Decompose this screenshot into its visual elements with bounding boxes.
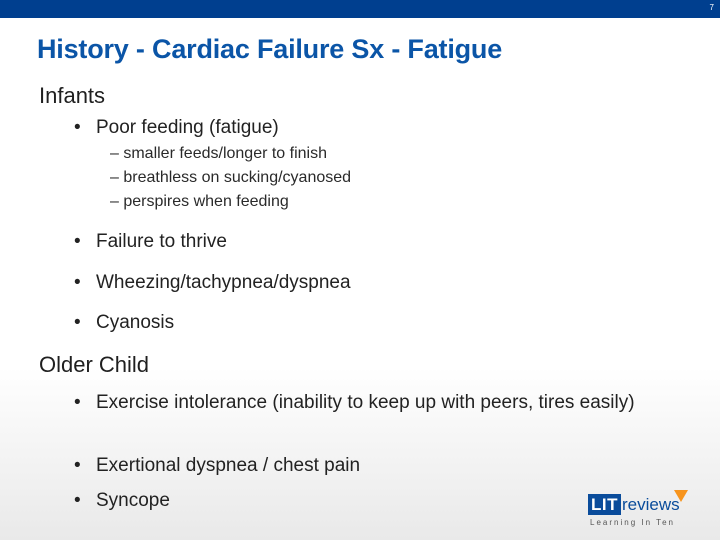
bullet-dot: • xyxy=(74,490,81,511)
bullet-text: Syncope xyxy=(96,490,170,511)
section-heading-older-child: Older Child xyxy=(39,352,150,377)
bullet-exercise-intolerance xyxy=(74,391,674,415)
bullet-dot: • xyxy=(74,455,81,476)
bullet-dot: • xyxy=(74,231,81,252)
bullet-text: Exertional dyspnea / chest pain xyxy=(96,455,361,476)
bullet-dot: • xyxy=(74,272,81,293)
bullet-wheezing xyxy=(74,271,351,295)
bullet-cyanosis xyxy=(74,311,174,335)
bullet-text: Poor feeding (fatigue) xyxy=(96,117,279,138)
bullet-text: Cyanosis xyxy=(96,312,175,333)
bullet-syncope xyxy=(74,489,170,513)
bullet-exertional-dyspnea xyxy=(74,454,360,478)
bullet-text: Exercise intolerance (inability to keep up with peers, tires easily) xyxy=(96,392,635,413)
bullet-dot: • xyxy=(74,392,81,413)
bullet-poor-feeding xyxy=(74,116,279,140)
top-bar xyxy=(0,0,720,18)
bullet-dot: • xyxy=(74,117,81,138)
bullet-failure-to-thrive xyxy=(74,230,227,254)
slide-title: History - Cardiac Failure Sx - Fatigue xyxy=(37,34,503,64)
logo-tagline: Learning In Ten xyxy=(590,518,676,527)
bullet-text: Failure to thrive xyxy=(96,231,227,252)
bullet-dot: • xyxy=(74,312,81,333)
litreviews-logo xyxy=(588,490,688,530)
section-heading-infants: Infants xyxy=(39,83,106,108)
sub-item: – smaller feeds/longer to finish xyxy=(110,145,327,162)
slide-number: 7 xyxy=(709,3,714,12)
logo-triangle-icon xyxy=(674,490,688,502)
logo-box: LIT xyxy=(588,494,621,515)
logo-wordmark: reviews xyxy=(622,495,680,514)
bullet-text: Wheezing/tachypnea/dyspnea xyxy=(96,272,351,293)
sub-item: – breathless on sucking/cyanosed xyxy=(110,169,352,186)
sub-item: – perspires when feeding xyxy=(110,193,289,210)
